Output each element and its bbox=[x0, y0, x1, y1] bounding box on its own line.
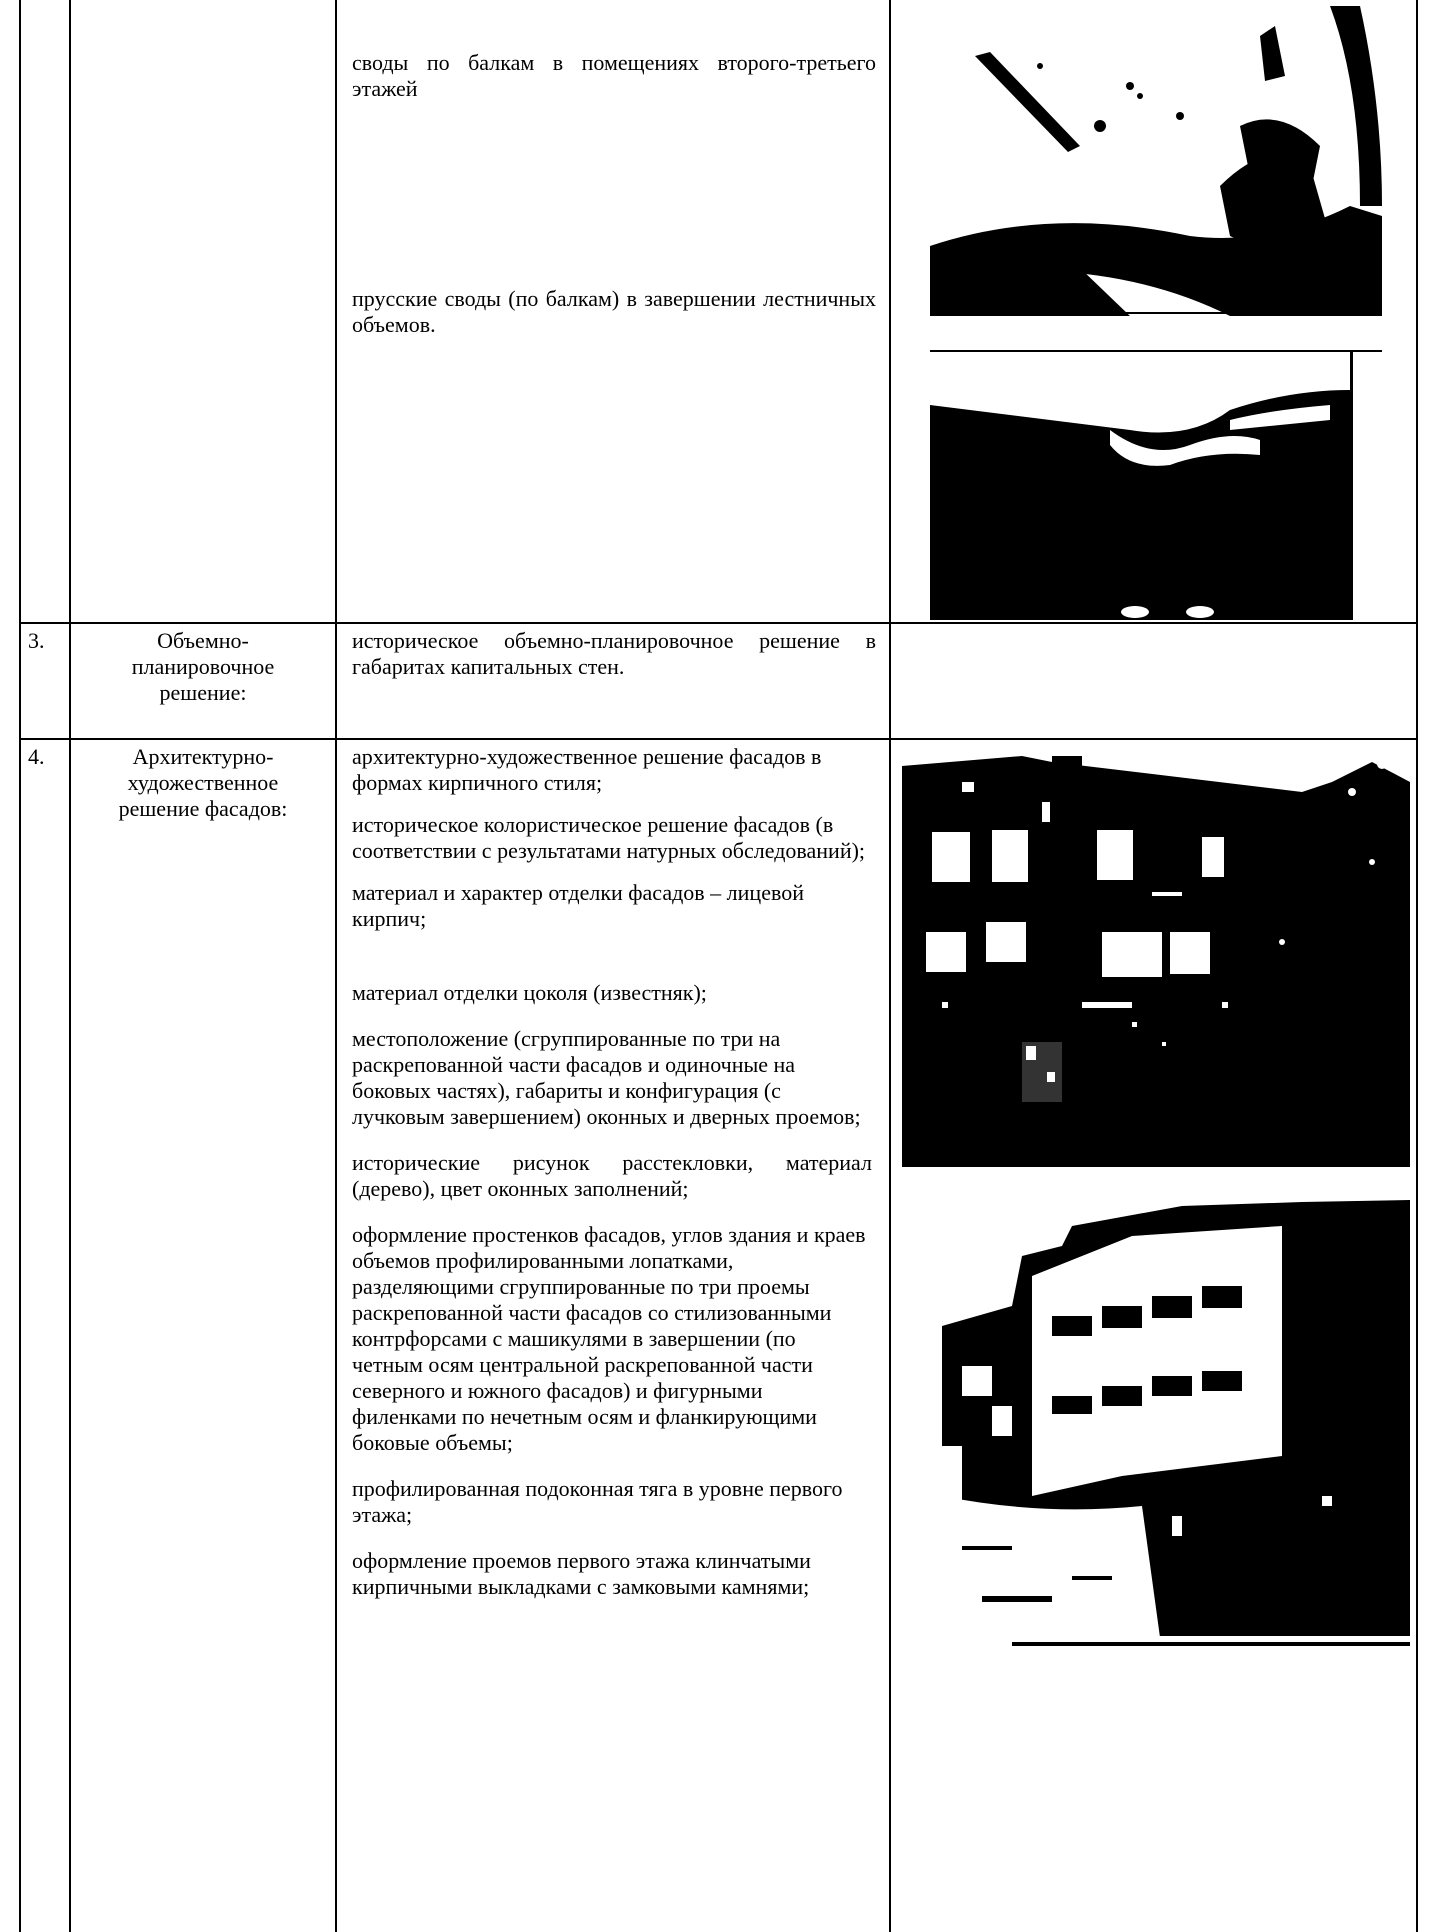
row4-item-0: архитектурно-художественное решение фасадов в формах кирпичного стиля; bbox=[352, 744, 822, 795]
row3-number: 3. bbox=[28, 628, 45, 653]
facade-photo-1 bbox=[902, 742, 1410, 1167]
row4-items bbox=[352, 744, 872, 1600]
row4-item-4: местоположение (сгруппированные по три на раскрепованной части фасадов и одиночные на боковых частях), габариты и конфигурация (с лучковым завершением) оконных и дверных проемов; bbox=[352, 1026, 861, 1129]
table-border-col1 bbox=[69, 0, 71, 1932]
row4-item-7: профилированная подоконная тяга в уровне первого этажа; bbox=[352, 1476, 843, 1527]
table-border-right bbox=[1416, 0, 1418, 1932]
row4-category: Архитектурно-художественное решение фасадов: bbox=[118, 744, 288, 821]
row4-item-6: оформление простенков фасадов, углов здания и краев объемов профилированными лопатками, разделяющими сгруппированные по три проемы раскрепованной части фасадов со стилизованными контрфорсами с машикулями в завершении (по четным осям центральной раскрепованной части северного и южного фасадов) и фигурными филенками по нечетным осям и фланкирующими боковые объемы; bbox=[352, 1222, 866, 1455]
table-border-left bbox=[19, 0, 21, 1932]
row-divider-4 bbox=[19, 738, 1418, 740]
row4-item-8: оформление проемов первого этажа клинчатыми кирпичными выкладками с замковыми камнями; bbox=[352, 1548, 811, 1599]
row4-item-2: материал и характер отделки фасадов – лицевой кирпич; bbox=[352, 880, 804, 931]
row4-item-5: исторические рисунок расстекловки, материал (дерево), цвет оконных заполнений; bbox=[352, 1150, 872, 1201]
facade-photo-2 bbox=[902, 1196, 1410, 1652]
row4-item-1: историческое колористическое решение фасадов (в соответствии с результатами натурных обследований); bbox=[352, 812, 866, 863]
row-divider-3 bbox=[19, 622, 1418, 624]
vault-photo-1 bbox=[930, 6, 1382, 316]
table-border-col2 bbox=[335, 0, 337, 1932]
row3-item-0: историческое объемно-планировочное решение в габаритах капитальных стен. bbox=[352, 628, 876, 679]
prussian-vaults-text: прусские своды (по балкам) в завершении лестничных объемов. bbox=[352, 286, 876, 337]
row4-number: 4. bbox=[28, 744, 45, 769]
row4-item-3: материал отделки цоколя (известняк); bbox=[352, 980, 707, 1005]
table-border-col3 bbox=[889, 0, 891, 1932]
vaults-text: своды по балкам в помещениях второго-третьего этажей bbox=[352, 50, 876, 101]
row3-category: Объемно-планировочное решение: bbox=[131, 628, 275, 705]
vault-photo-2 bbox=[930, 350, 1382, 620]
